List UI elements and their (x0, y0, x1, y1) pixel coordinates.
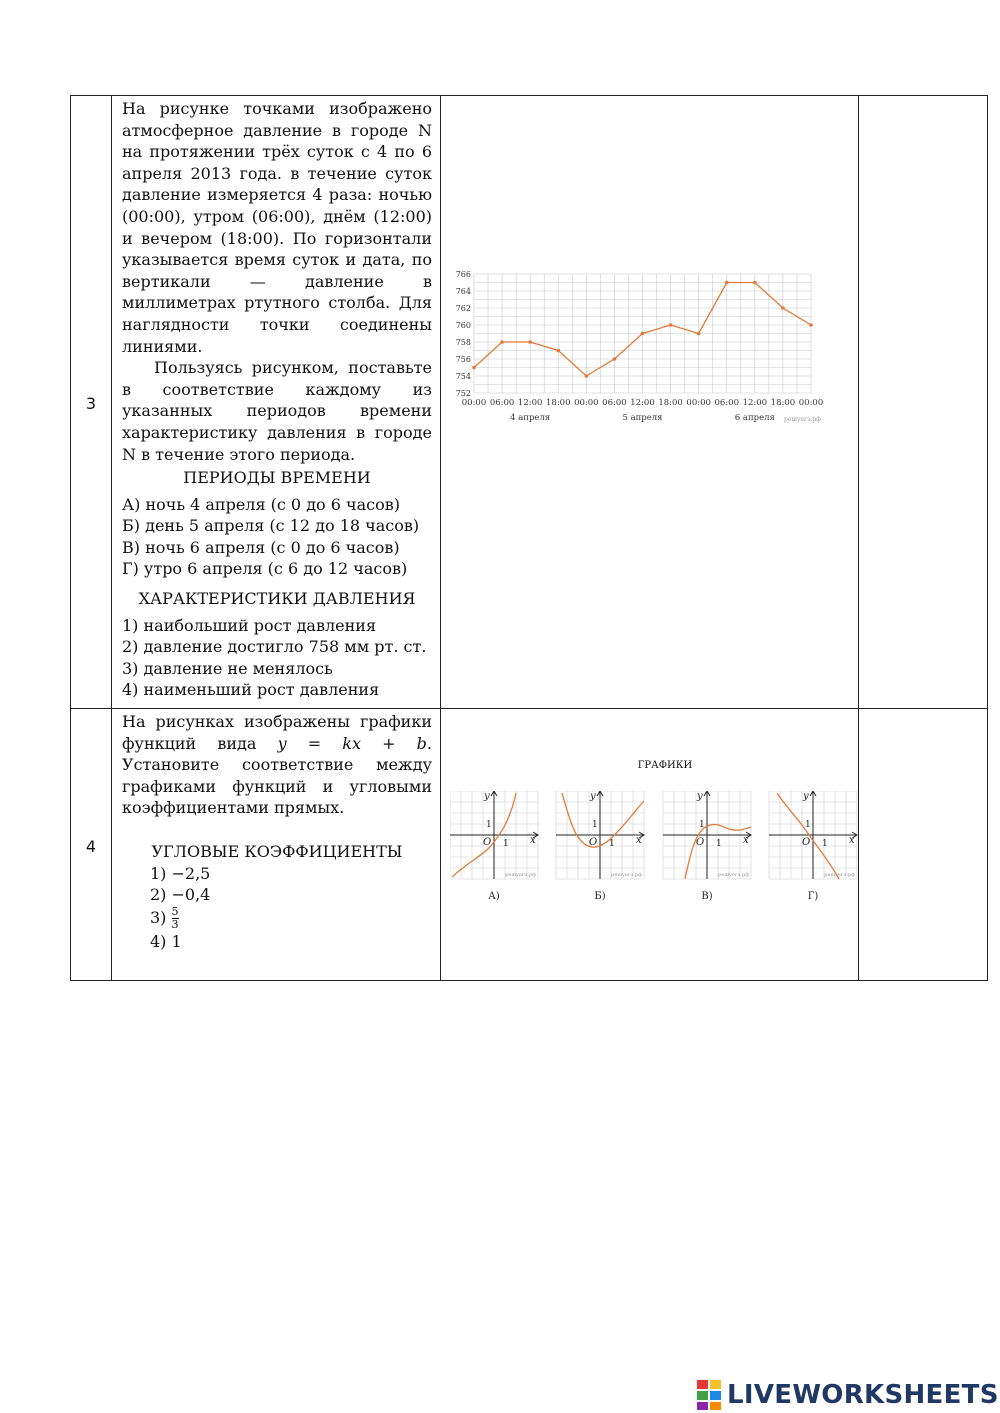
origin-label: O (802, 837, 811, 848)
coef-list (122, 863, 432, 953)
coef-item: 4) 1 (150, 931, 182, 951)
watermark: решуегэ.рф (824, 872, 855, 878)
watermark: решуегэ.рф (611, 872, 642, 878)
watermark: решуегэ.рф (784, 416, 821, 423)
data-point (556, 349, 560, 353)
data-point (613, 357, 617, 361)
task-number: 3 (85, 394, 97, 413)
date-label: 4 апреля (510, 413, 551, 423)
y-tick-label: 766 (455, 270, 471, 279)
axis-label-x: x (530, 835, 536, 846)
data-point (585, 374, 589, 378)
logo-icon (697, 1380, 723, 1410)
coef-item: 1) −2,5 (150, 863, 211, 883)
intro-part: На рисунках изображены графики функций вида (122, 712, 432, 753)
axis-label-y: y (697, 791, 703, 802)
unit-label-x: 1 (609, 839, 615, 849)
x-tick-label: 18:00 (770, 398, 796, 408)
axis-label-y: y (803, 791, 809, 802)
date-label: 5 апреля (622, 413, 663, 423)
task3-intro: На рисунке точками изображено атмосферное давление в городе N на протяжении трёх суток с 4 по 6 апреля 2013 года. в течение суток давление измеряется 4 раза: ночью (00:00), утром (06:00), днём (12:00) и вечером (18:00). По горизонтали указывается время суток и дата, по вертикали — давление в миллиметрах ртутного столба. Для наглядности точки соединены линиями. (122, 99, 432, 356)
column-divider (111, 96, 112, 980)
x-tick-label: 12:00 (630, 398, 655, 408)
graph-panel (556, 791, 644, 879)
graph-panel (663, 791, 751, 879)
data-point (500, 340, 504, 344)
x-tick-label: 00:00 (686, 398, 711, 408)
axis-label-x: x (743, 835, 749, 846)
data-point (809, 323, 813, 327)
y-tick-label: 760 (455, 321, 471, 330)
x-tick-label: 00:00 (574, 398, 599, 408)
char-item: 1) наибольший рост давления (122, 615, 377, 635)
graphs-title: ГРАФИКИ (637, 760, 693, 771)
x-tick-label: 12:00 (517, 398, 543, 408)
task-table (70, 95, 988, 981)
graph-label: Б) (594, 891, 606, 902)
axis-label-y: y (484, 791, 490, 802)
x-tick-label: 00:00 (461, 398, 487, 408)
task3-text (122, 98, 432, 701)
task4-text (122, 711, 432, 952)
data-point (472, 366, 476, 370)
x-tick-label: 18:00 (658, 398, 683, 408)
unit-label-y: 1 (486, 820, 492, 830)
coef-item (150, 906, 432, 931)
axis-label-x: x (849, 835, 855, 846)
function-curve (777, 793, 839, 879)
y-tick-label: 754 (455, 372, 471, 381)
unit-label-y: 1 (699, 820, 705, 830)
y-tick-label: 762 (455, 304, 471, 313)
function-graphs (450, 791, 860, 911)
unit-label-y: 1 (592, 820, 598, 830)
coef-title: УГЛОВЫЕ КОЭФФИЦИЕНТЫ (151, 841, 403, 861)
x-tick-label: 06:00 (602, 398, 627, 408)
date-label: 6 апреля (734, 413, 775, 423)
period-item: Б) день 5 апреля (с 12 до 18 часов) (122, 516, 420, 536)
data-point (669, 323, 673, 327)
function-curve (562, 793, 644, 847)
x-tick-label: 06:00 (489, 398, 515, 408)
unit-label-x: 1 (716, 839, 722, 849)
origin-label: O (483, 837, 492, 848)
x-tick-label: 12:00 (742, 398, 768, 408)
period-item: Г) утро 6 апреля (с 6 до 12 часов) (122, 559, 408, 579)
graph-panel (769, 791, 857, 879)
chars-title: ХАРАКТЕРИСТИКИ ДАВЛЕНИЯ (138, 589, 416, 609)
task4-intro (122, 711, 432, 819)
pressure-chart (450, 266, 830, 431)
x-tick-label: 00:00 (798, 398, 824, 408)
formula: y = kx + b. (277, 733, 433, 753)
graph-panel (450, 791, 538, 879)
y-tick-label: 752 (455, 389, 471, 398)
brand-name: LIVEWORKSHEETS (727, 1380, 999, 1410)
x-tick-label: 06:00 (714, 398, 739, 408)
char-item: 2) давление достигло 758 мм рт. ст. (122, 637, 427, 657)
periods-list (122, 494, 432, 580)
data-point (528, 340, 532, 344)
unit-label-y: 1 (805, 820, 811, 830)
y-tick-label: 756 (455, 355, 471, 364)
unit-label-x: 1 (822, 839, 828, 849)
intro-part: Установите соответствие между графиками функций и угловыми коэффициентами прямых. (122, 755, 432, 818)
watermark: решуегэ.рф (505, 872, 536, 878)
data-point (697, 332, 701, 336)
data-point (753, 281, 757, 285)
y-tick-label: 758 (455, 338, 471, 347)
graph-label: А) (488, 891, 500, 902)
data-point (725, 281, 729, 285)
axis-label-x: x (636, 835, 642, 846)
fraction (172, 906, 179, 931)
fraction-numerator: 5 (171, 904, 179, 918)
chars-list (122, 615, 432, 701)
unit-label-x: 1 (503, 839, 509, 849)
y-tick-label: 764 (455, 287, 471, 296)
char-item: 4) наименьший рост давления (122, 680, 380, 700)
watermark: решуегэ.рф (718, 872, 749, 878)
graph-label: В) (701, 891, 713, 902)
fraction-denominator: 3 (171, 917, 179, 931)
period-item: В) ночь 6 апреля (с 0 до 6 часов) (122, 537, 400, 557)
graph-label: Г) (807, 891, 819, 902)
coef-item: 2) −0,4 (150, 885, 211, 905)
data-point (641, 332, 645, 336)
char-item: 3) давление не менялось (122, 658, 333, 678)
x-tick-label: 18:00 (546, 398, 571, 408)
axis-label-y: y (590, 791, 596, 802)
origin-label: O (589, 837, 598, 848)
periods-title: ПЕРИОДЫ ВРЕМЕНИ (183, 468, 371, 488)
data-point (781, 306, 785, 310)
row-divider (71, 708, 987, 709)
coef-label: 3) (150, 907, 172, 927)
period-item: А) ночь 4 апреля (с 0 до 6 часов) (122, 494, 400, 514)
column-divider (440, 96, 441, 980)
origin-label: O (696, 837, 705, 848)
task-number: 4 (85, 837, 97, 856)
task3-instruction: Пользуясь рисунком, поставьте в соответствие каждому из указанных периодов времени характеристику давления в городе N в течение этого периода. (122, 358, 432, 464)
liveworksheets-logo (697, 1378, 999, 1412)
